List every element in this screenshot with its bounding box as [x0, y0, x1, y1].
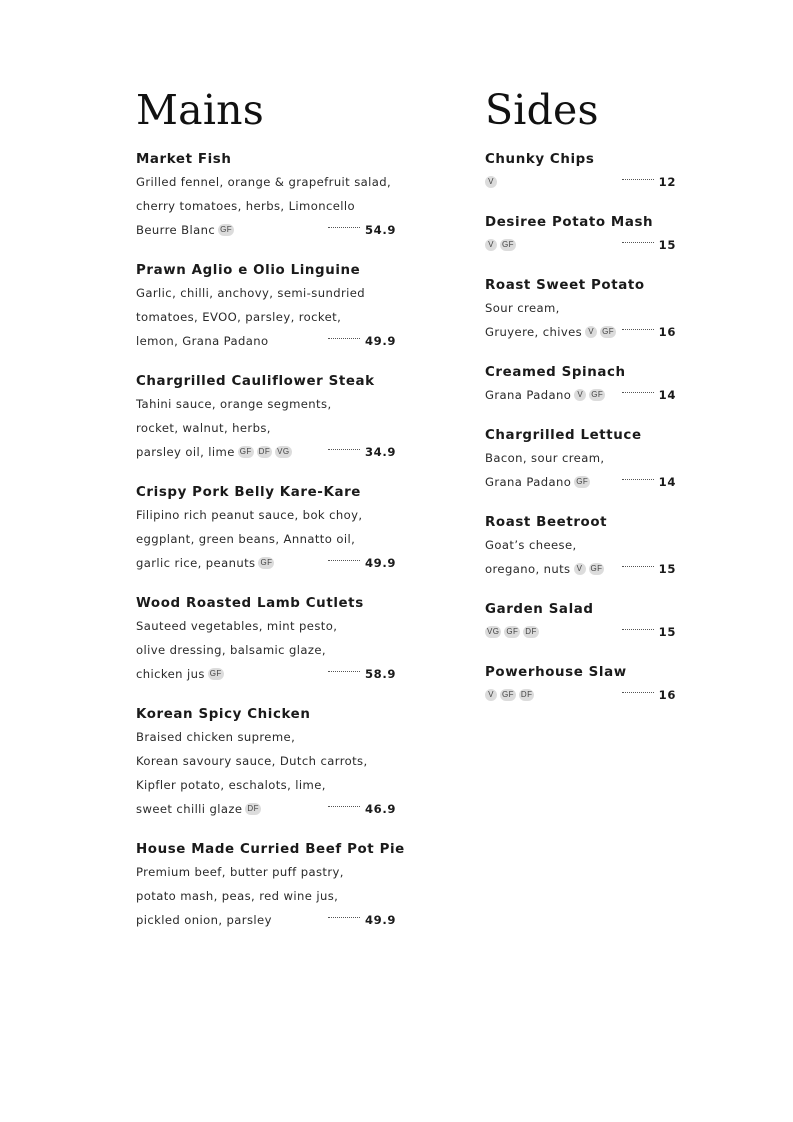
item-description-line: [485, 683, 676, 707]
menu-item: [136, 261, 396, 353]
mains-heading: Mains: [136, 86, 264, 134]
description-text: Gruyere, chives: [485, 325, 583, 339]
item-name: Creamed Spinach: [485, 365, 626, 380]
description-text: pickled onion, parsley: [136, 913, 272, 927]
dot-leader: [622, 479, 654, 480]
item-price: 49.9: [364, 334, 396, 348]
description-text: olive dressing, balsamic glaze,: [136, 643, 326, 657]
item-name: Prawn Aglio e Olio Linguine: [136, 263, 361, 278]
item-description-line: [136, 329, 396, 353]
description-text: rocket, walnut, herbs,: [136, 421, 271, 435]
item-description-line: [136, 440, 396, 464]
dietary-badge: GF: [209, 668, 222, 678]
dot-leader: [328, 560, 360, 561]
price-wrap: [622, 620, 676, 644]
dietary-badge: GF: [502, 689, 514, 699]
dot-leader: [328, 449, 360, 450]
dietary-badge: V: [574, 389, 586, 401]
item-description-line: [485, 470, 676, 494]
price-wrap: [622, 683, 676, 707]
price-wrap: [622, 557, 676, 581]
dot-leader: [328, 671, 360, 672]
item-description-line: [136, 884, 396, 908]
menu-item: [485, 276, 676, 344]
price-wrap: [622, 320, 676, 344]
dot-leader: [622, 242, 654, 243]
item-description-line: [485, 296, 676, 320]
dietary-badge: GF: [506, 626, 519, 636]
dietary-badge: GF: [239, 446, 252, 456]
dietary-badge: GF: [602, 326, 615, 336]
menu-item: [485, 663, 676, 707]
description-text: chicken jus: [136, 667, 205, 681]
price-wrap: [328, 218, 396, 242]
item-description-line: [136, 773, 396, 797]
item-description-line: [136, 527, 396, 551]
item-description-line: [136, 551, 396, 575]
dietary-badge: GF: [591, 389, 604, 399]
item-price: 46.9: [364, 802, 396, 816]
item-description-line: [136, 614, 396, 638]
item-price: 14: [658, 475, 676, 489]
description-text: Goat’s cheese,: [485, 538, 577, 552]
dietary-badge: GF: [576, 476, 589, 486]
item-description-line: [485, 383, 676, 407]
item-name: Wood Roasted Lamb Cutlets: [136, 596, 364, 611]
dietary-badge: GF: [502, 239, 514, 249]
item-description-line: [485, 557, 676, 581]
dietary-badge: GF: [220, 224, 233, 234]
menu-item: [485, 363, 676, 407]
item-price: 16: [658, 325, 676, 339]
price-wrap: [328, 797, 396, 821]
item-name: Crispy Pork Belly Kare-Kare: [136, 485, 361, 500]
item-price: 49.9: [364, 913, 396, 927]
sides-column: [485, 84, 676, 726]
dot-leader: [328, 806, 360, 807]
item-description-line: [136, 662, 396, 686]
price-wrap: [622, 233, 676, 257]
description-text: potato mash, peas, red wine jus,: [136, 889, 339, 903]
description-text: Sauteed vegetables, mint pesto,: [136, 619, 338, 633]
dot-leader: [622, 179, 654, 180]
item-price: 49.9: [364, 556, 396, 570]
item-name: House Made Curried Beef Pot Pie: [136, 842, 405, 857]
description-text: parsley oil, lime: [136, 445, 235, 459]
item-description-line: [136, 638, 396, 662]
dietary-badge: V: [574, 563, 586, 575]
item-description-line: [485, 170, 676, 194]
dot-leader: [328, 917, 360, 918]
dietary-badge: V: [485, 689, 497, 701]
price-wrap: [328, 662, 396, 686]
item-price: 58.9: [364, 667, 396, 681]
menu-item: [136, 705, 396, 821]
description-text: Beurre Blanc: [136, 223, 216, 237]
item-description-line: [136, 908, 396, 932]
item-price: 34.9: [364, 445, 396, 459]
item-name: Market Fish: [136, 152, 232, 167]
item-price: 16: [658, 688, 676, 702]
item-name: Desiree Potato Mash: [485, 215, 654, 230]
description-text: garlic rice, peanuts: [136, 556, 256, 570]
price-wrap: [328, 551, 396, 575]
dietary-badge: DF: [247, 803, 259, 813]
menu-item: [485, 600, 676, 644]
item-description-line: [485, 320, 676, 344]
menu-item: [136, 372, 396, 464]
dietary-badge: GF: [590, 563, 603, 573]
item-description-line: [485, 446, 676, 470]
description-text: Tahini sauce, orange segments,: [136, 397, 332, 411]
menu-item: [485, 213, 676, 257]
description-text: Grana Padano: [485, 388, 572, 402]
price-wrap: [622, 170, 676, 194]
price-wrap: [328, 440, 396, 464]
description-text: oregano, nuts: [485, 562, 571, 576]
price-wrap: [328, 908, 396, 932]
menu-item: [485, 513, 676, 581]
dietary-badge: VG: [487, 626, 500, 636]
description-text: Kipfler potato, eschalots, lime,: [136, 778, 326, 792]
dietary-badge: V: [485, 239, 497, 251]
item-name: Powerhouse Slaw: [485, 665, 627, 680]
item-name: Garden Salad: [485, 602, 594, 617]
menu-item: [485, 426, 676, 494]
dietary-badge: DF: [520, 689, 533, 699]
description-text: eggplant, green beans, Annatto oil,: [136, 532, 356, 546]
description-text: Braised chicken supreme,: [136, 730, 296, 744]
item-description-line: [136, 503, 396, 527]
dietary-badge: DF: [258, 446, 271, 456]
description-text: Premium beef, butter puff pastry,: [136, 865, 344, 879]
menu-item: [136, 594, 396, 686]
item-name: Chunky Chips: [485, 152, 595, 167]
price-wrap: [622, 383, 676, 407]
dot-leader: [622, 629, 654, 630]
dietary-badge: VG: [277, 446, 290, 456]
description-text: Sour cream,: [485, 301, 560, 315]
description-text: Garlic, chilli, anchovy, semi-sundried: [136, 286, 366, 300]
item-price: 54.9: [364, 223, 396, 237]
price-wrap: [622, 470, 676, 494]
item-description-line: [136, 416, 396, 440]
menu-item: [136, 150, 396, 242]
description-text: Grilled fennel, orange & grapefruit salad,: [136, 175, 392, 189]
item-name: Chargrilled Cauliflower Steak: [136, 374, 375, 389]
mains-list: [136, 150, 405, 932]
description-text: Filipino rich peanut sauce, bok choy,: [136, 508, 363, 522]
item-price: 15: [658, 562, 676, 576]
dot-leader: [622, 692, 654, 693]
dot-leader: [328, 227, 360, 228]
item-description-line: [136, 281, 396, 305]
description-text: lemon, Grana Padano: [136, 334, 269, 348]
item-description-line: [136, 218, 396, 242]
item-description-line: [136, 170, 396, 194]
description-text: Korean savoury sauce, Dutch carrots,: [136, 754, 368, 768]
item-description-line: [136, 305, 396, 329]
dot-leader: [622, 392, 654, 393]
item-price: 15: [658, 238, 676, 252]
item-description-line: [485, 620, 676, 644]
menu-item: [485, 150, 676, 194]
description-text: Grana Padano: [485, 475, 572, 489]
dietary-badge: V: [585, 326, 597, 338]
item-description-line: [485, 233, 676, 257]
dot-leader: [622, 329, 654, 330]
item-description-line: [136, 749, 396, 773]
menu-item: [136, 483, 396, 575]
item-description-line: [136, 797, 396, 821]
description-text: sweet chilli glaze: [136, 802, 243, 816]
dietary-badge: GF: [260, 557, 273, 567]
item-price: 12: [658, 175, 676, 189]
item-description-line: [485, 533, 676, 557]
item-name: Roast Sweet Potato: [485, 278, 645, 293]
mains-column: [136, 84, 405, 951]
dot-leader: [622, 566, 654, 567]
item-description-line: [136, 725, 396, 749]
description-text: Bacon, sour cream,: [485, 451, 605, 465]
sides-list: [485, 150, 676, 707]
item-description-line: [136, 194, 396, 218]
item-price: 15: [658, 625, 676, 639]
item-name: Roast Beetroot: [485, 515, 608, 530]
item-price: 14: [658, 388, 676, 402]
item-description-line: [136, 860, 396, 884]
price-wrap: [328, 329, 396, 353]
description-text: cherry tomatoes, herbs, Limoncello: [136, 199, 356, 213]
item-description-line: [136, 392, 396, 416]
menu-item: [136, 840, 405, 932]
description-text: tomatoes, EVOO, parsley, rocket,: [136, 310, 342, 324]
item-name: Chargrilled Lettuce: [485, 428, 642, 443]
dot-leader: [328, 338, 360, 339]
dietary-badge: DF: [525, 626, 537, 636]
sides-heading: Sides: [485, 86, 599, 134]
dietary-badge: V: [485, 176, 497, 188]
item-name: Korean Spicy Chicken: [136, 707, 311, 722]
